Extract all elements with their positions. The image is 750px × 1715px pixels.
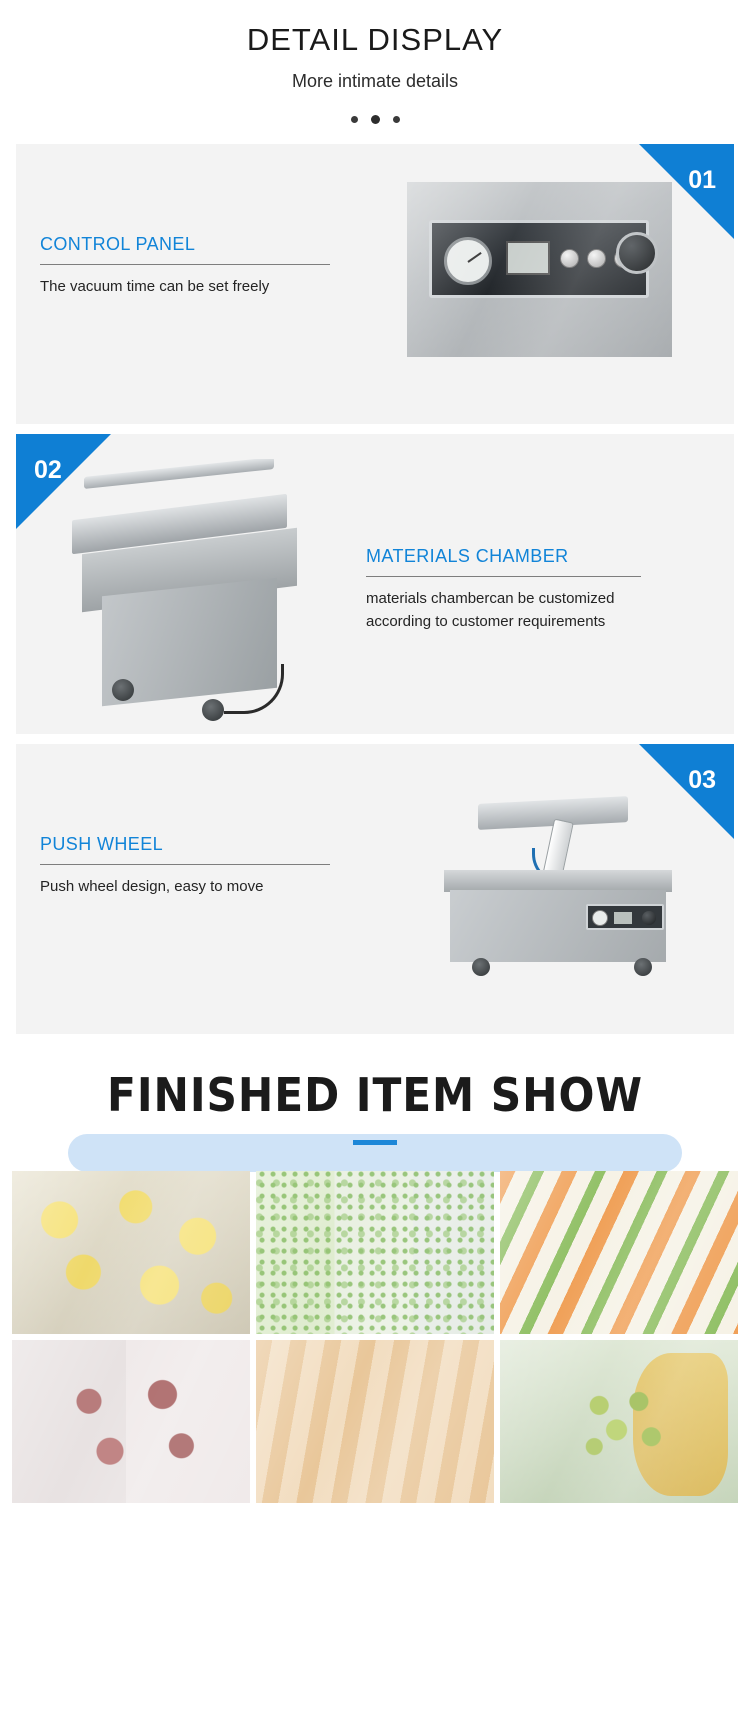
corner-badge-triangle	[16, 434, 111, 529]
power-switch-icon	[642, 911, 656, 925]
page-title: DETAIL DISPLAY	[246, 22, 504, 57]
dot-icon	[393, 116, 400, 123]
feature-title: CONTROL PANEL	[40, 234, 330, 265]
pressure-gauge-icon	[592, 910, 608, 926]
finished-item-section	[0, 1068, 750, 1145]
dot-icon	[351, 116, 358, 123]
dot-separator	[0, 112, 750, 126]
feature-card-materials-chamber	[16, 434, 734, 734]
gallery-item	[500, 1340, 738, 1503]
feature-text-block	[366, 546, 666, 633]
corner-badge-triangle	[639, 144, 734, 239]
feature-number: 02	[34, 456, 62, 484]
corner-badge-triangle	[639, 744, 734, 839]
photo-sheen	[12, 1340, 250, 1503]
feature-number: 01	[688, 166, 716, 194]
product-gallery	[12, 1171, 738, 1503]
finished-item-title: FINISHED ITEM SHOW	[107, 1068, 643, 1122]
power-cord	[224, 664, 284, 714]
display-screen	[614, 912, 632, 924]
wheel-icon	[112, 679, 134, 701]
page-subtitle: More intimate details	[291, 71, 459, 91]
feature-card-control-panel	[16, 144, 734, 424]
page-header	[0, 0, 750, 126]
photo-sheen	[500, 1340, 738, 1503]
gallery-item	[256, 1340, 494, 1503]
dot-icon	[371, 115, 380, 124]
control-panel-module	[586, 904, 664, 930]
machine-deck	[444, 870, 672, 892]
wheel-icon	[202, 699, 224, 721]
feature-title: PUSH WHEEL	[40, 834, 330, 865]
feature-description: Push wheel design, easy to move	[40, 878, 264, 895]
feature-title: MATERIALS CHAMBER	[366, 546, 641, 577]
title-underline	[353, 1140, 397, 1145]
feature-description: The vacuum time can be set freely	[40, 278, 270, 295]
feature-card-push-wheel	[16, 744, 734, 1034]
wheel-icon	[634, 958, 652, 976]
wheel-icon	[472, 958, 490, 976]
machine-top-rail	[84, 459, 274, 489]
photo-sheen	[12, 1171, 250, 1334]
photo-sheen	[500, 1171, 738, 1334]
feature-description: materials chambercan be customized according to customer requirements	[366, 590, 615, 630]
control-panel-photo	[407, 182, 672, 357]
gallery-item	[12, 1171, 250, 1334]
photo-sheen	[407, 182, 672, 357]
gallery-item	[12, 1340, 250, 1503]
feature-number: 03	[688, 766, 716, 794]
gallery-item	[256, 1171, 494, 1334]
gallery-item	[500, 1171, 738, 1334]
photo-sheen	[256, 1340, 494, 1503]
feature-list	[0, 144, 750, 1034]
feature-text-block	[40, 234, 330, 299]
photo-sheen	[256, 1171, 494, 1334]
feature-text-block	[40, 834, 330, 899]
